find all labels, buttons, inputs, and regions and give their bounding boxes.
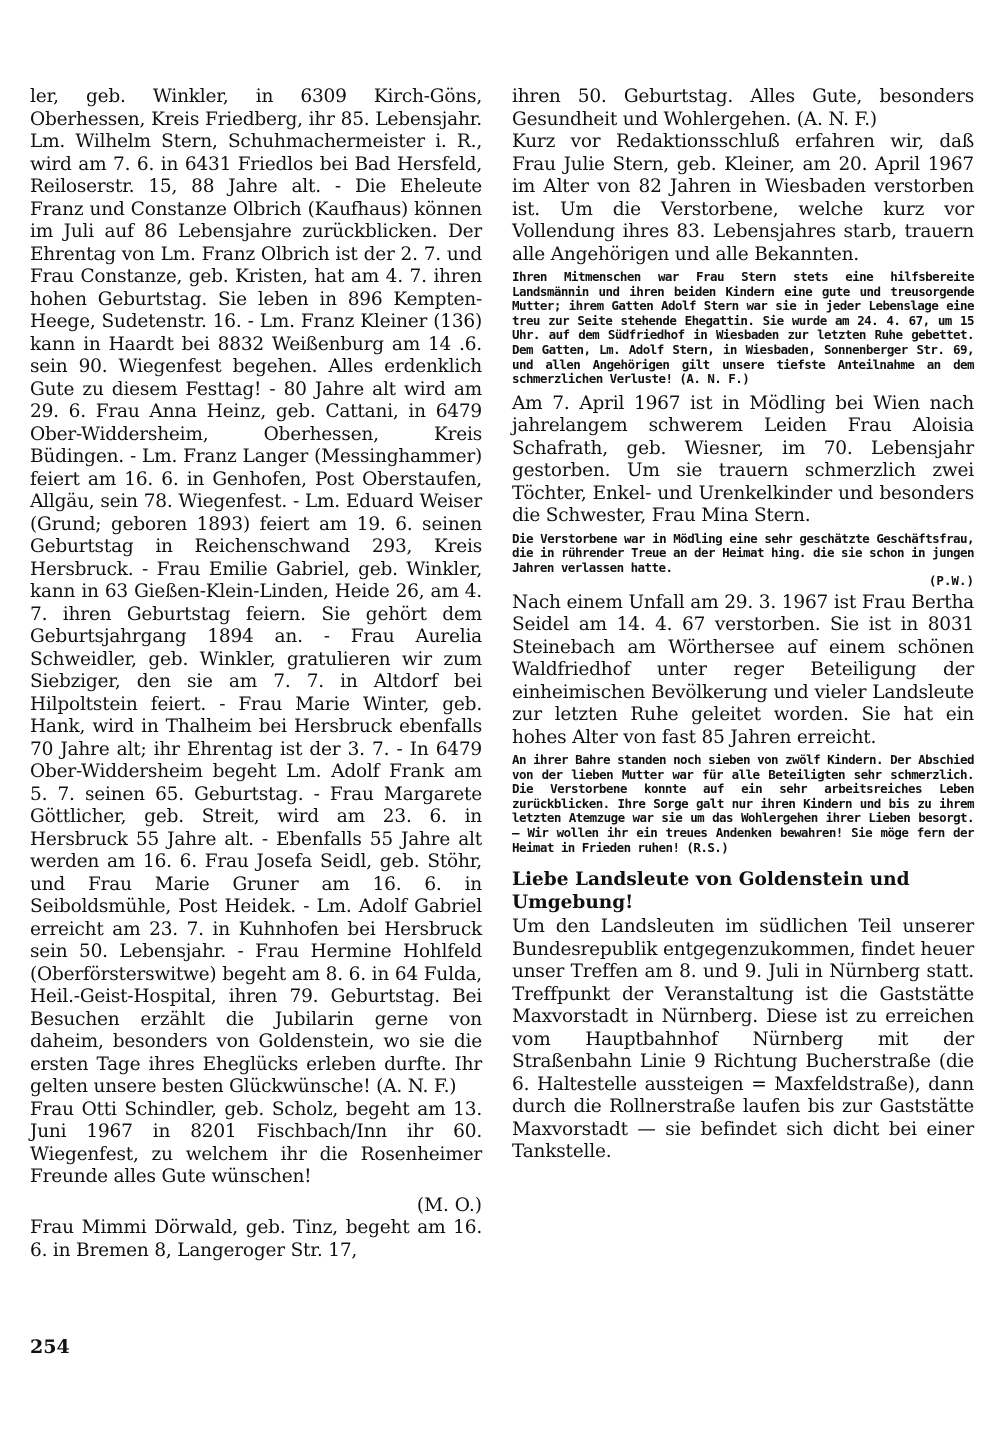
author-signature: (M. O.) <box>416 1194 482 1216</box>
seidel-obituary-smallprint: An ihrer Bahre standen noch sieben von zwölf Kindern. Der Abschied von der lieben Mutter war für alle Beteiligten sehr schmerzlich. Die Verstorbene konnte auf ein sehr arbeitsreiches Leben zurückblicken. Ihre Sorge galt nur ihren Kindern und bis zu ihrem letzten Atemzuge war sie um das Wohlergehen ihrer Lieben besorgt. — Wir wollen ihr ein treues Andenken bewahren! Sie möge fern der Heimat in Frieden ruhen! (R.S.) <box>512 752 974 855</box>
left-column <box>30 86 482 1262</box>
birthday-announcements-paragraph: ler, geb. Winkler, in 6309 Kirch-Göns, Oberhessen, Kreis Friedberg, ihr 85. Lebensjahr. Lm. Wilhelm Stern, Schuhmachermeister i. R., wird am 7. 6. in 6431 Friedlos bei Bad Hersfeld, Reiloserstr. 15, 88 Jahre alt. - Die Eheleute Franz und Constanze Olbrich (Kaufhaus) können im Juli auf 86 Lebensjahre zurückblicken. Der Ehrentag von Lm. Franz Olbrich ist der 2. 7. und Frau Constanze, geb. Kristen, hat am 4. 7. ihren hohen Geburtstag. Sie leben in 896 Kempten-Heege, Sudetenstr. 16. - Lm. Franz Kleiner (136) kann in Haardt bei 8832 Weißenburg am 14 .6. sein 90. Wiegenfest begehen. Alles erdenklich Gute zu diesem Festtag! - 80 Jahre alt wird am 29. 6. Frau Anna Heinz, geb. Cattani, in 6479 Ober-Widdersheim, Oberhessen, Kreis Büdingen. - Lm. Franz Langer (Messinghammer) feiert am 16. 6. in Genhofen, Post Oberstaufen, Allgäu, sein 78. Wiegenfest. - Lm. Eduard Weiser (Grund; geboren 1893) feiert am 19. 6. seinen Geburtstag in Reichenschwand 293, Kreis Hersbruck. - Frau Emilie Gabriel, geb. Winkler, kann in 63 Gießen-Klein-Linden, Heide 26, am 4. 7. ihren Geburtstag feiern. Sie gehört dem Geburtsjahrgang 1894 an. - Frau Aurelia Schweidler, geb. Winkler, gratulieren wir zum Siebziger, den sie am 7. 7. in Altdorf bei Hilpoltstein feiert. - Frau Marie Winter, geb. Hank, wird in Thalheim bei Hersbruck ebenfalls 70 Jahre alt; ihr Ehrentag ist der 3. 7. - In 6479 Ober-Widdersheim begeht Lm. Adolf Frank am 5. 7. seinen 65. Geburtstag. - Frau Margarete Göttlicher, geb. Streit, wird am 23. 6. in Hersbruck 55 Jahre alt. - Ebenfalls 55 Jahre alt werden am 16. 6. Frau Josefa Seidl, geb. Stöhr, und Frau Marie Gruner am 16. 6. in Seiboldsmühle, Post Heidek. - Lm. Adolf Gabriel erreicht am 23. 7. in Kuhnhofen bei Hersbruck sein 50. Lebensjahr. - Frau Hermine Hohlfeld (Oberförsterswitwe) begeht am 8. 6. in 64 Fulda, Heil.-Geist-Hospital, ihren 79. Geburtstag. Bei Besuchen erzählt die Jubilarin gerne von daheim, besonders von Goldenstein, wo sie die ersten Tage ihres Eheglücks erleben durfte. Ihr gelten unsere besten Glückwünsche! (A. N. F.) <box>30 86 482 1097</box>
seidel-obituary-paragraph: Nach einem Unfall am 29. 3. 1967 ist Frau Bertha Seidel am 14. 4. 67 verstorben. Sie ist in 8031 Steinebach am Wörthersee auf einem schönen Waldfriedhof unter reger Beteiligung der einheimischen Bevölkerung und vieler Landsleute zur letzten Ruhe geleitet worden. Sie hat ein hohes Alter von fast 85 Jahren erreicht. <box>512 591 974 748</box>
page-number: 254 <box>30 1336 70 1358</box>
doerwald-birthday-paragraph: Frau Mimmi Dörwald, geb. Tinz, begeht am 16. 6. in Bremen 8, Langeroger Str. 17, <box>30 1217 482 1261</box>
section-heading: Liebe Landsleute von Goldenstein und Umgebung! <box>512 869 910 913</box>
schafrath-obituary-smallprint: Die Verstorbene war in Mödling eine sehr geschätzte Geschäftsfrau, die in rührender Treue an der Heimat hing. die sie schon in jungen Jahren verlassen hatte. <box>512 530 974 575</box>
right-column <box>512 86 974 1164</box>
author-signature: (P.W.) <box>928 572 974 588</box>
birthday-continuation-paragraph: ihren 50. Geburtstag. Alles Gute, besonders Gesundheit und Wohlergehen. (A. N. F.) <box>512 86 974 130</box>
schafrath-obituary-paragraph: Am 7. April 1967 ist in Mödling bei Wien nach jahrelangem schwerem Leiden Frau Aloisia Schafrath, geb. Wiesner, im 70. Lebensjahr gestorben. Um sie trauern schmerzlich zwei Töchter, Enkel- und Urenkelkinder und besonders die Schwester, Frau Mina Stern. <box>512 392 974 527</box>
meeting-announcement-paragraph: Um den Landsleuten im südlichen Teil unserer Bundesrepublik entgegenzukommen, findet heuer unser Treffen am 8. und 9. Juli in Nürnberg statt. Treffpunkt der Veranstaltung ist die Gaststätte Maxvorstadt in Nürnberg. Diese ist zu erreichen vom Hauptbahnhof Nürnberg mit der Straßenbahn Linie 9 Richtung Bucherstraße (die 6. Haltestelle aussteigen = Maxfeldstraße), dann durch die Rollnerstraße laufen bis zur Gaststätte Maxvorstadt — sie befindet sich dicht bei einer Tankstelle. <box>512 916 974 1163</box>
schindler-birthday-paragraph: Frau Otti Schindler, geb. Scholz, begeht am 13. Juni 1967 in 8201 Fischbach/Inn ihr 60. Wiegenfest, zu welchem ihr die Rosenheimer Freunde alles Gute wünschen! <box>30 1098 482 1187</box>
stern-obituary-smallprint: Ihren Mitmenschen war Frau Stern stets eine hilfsbereite Landsmännin und ihren beiden Kindern eine gute und treusorgende Mutter; ihrem Gatten Adolf Stern war sie in jeder Lebenslage eine treu zur Seite stehende Ehegattin. Sie wurde am 24. 4. 67, um 15 Uhr. auf dem Südfriedhof in Wiesbaden zur letzten Ruhe gebettet. Dem Gatten, Lm. Adolf Stern, in Wiesbaden, Sonnenberger Str. 69, und allen Angehörigen gilt unsere tiefste Anteilnahme an dem schmerzlichen Verluste! (A. N. F.) <box>512 269 974 387</box>
stern-obituary-paragraph: Kurz vor Redaktionsschluß erfahren wir, daß Frau Julie Stern, geb. Kleiner, am 20. April 1967 im Alter von 82 Jahren in Wiesbaden verstorben ist. Um die Verstorbene, welche kurz vor Vollendung ihres 83. Lebensjahres starb, trauern alle Angehörigen und alle Bekannten. <box>512 131 974 265</box>
